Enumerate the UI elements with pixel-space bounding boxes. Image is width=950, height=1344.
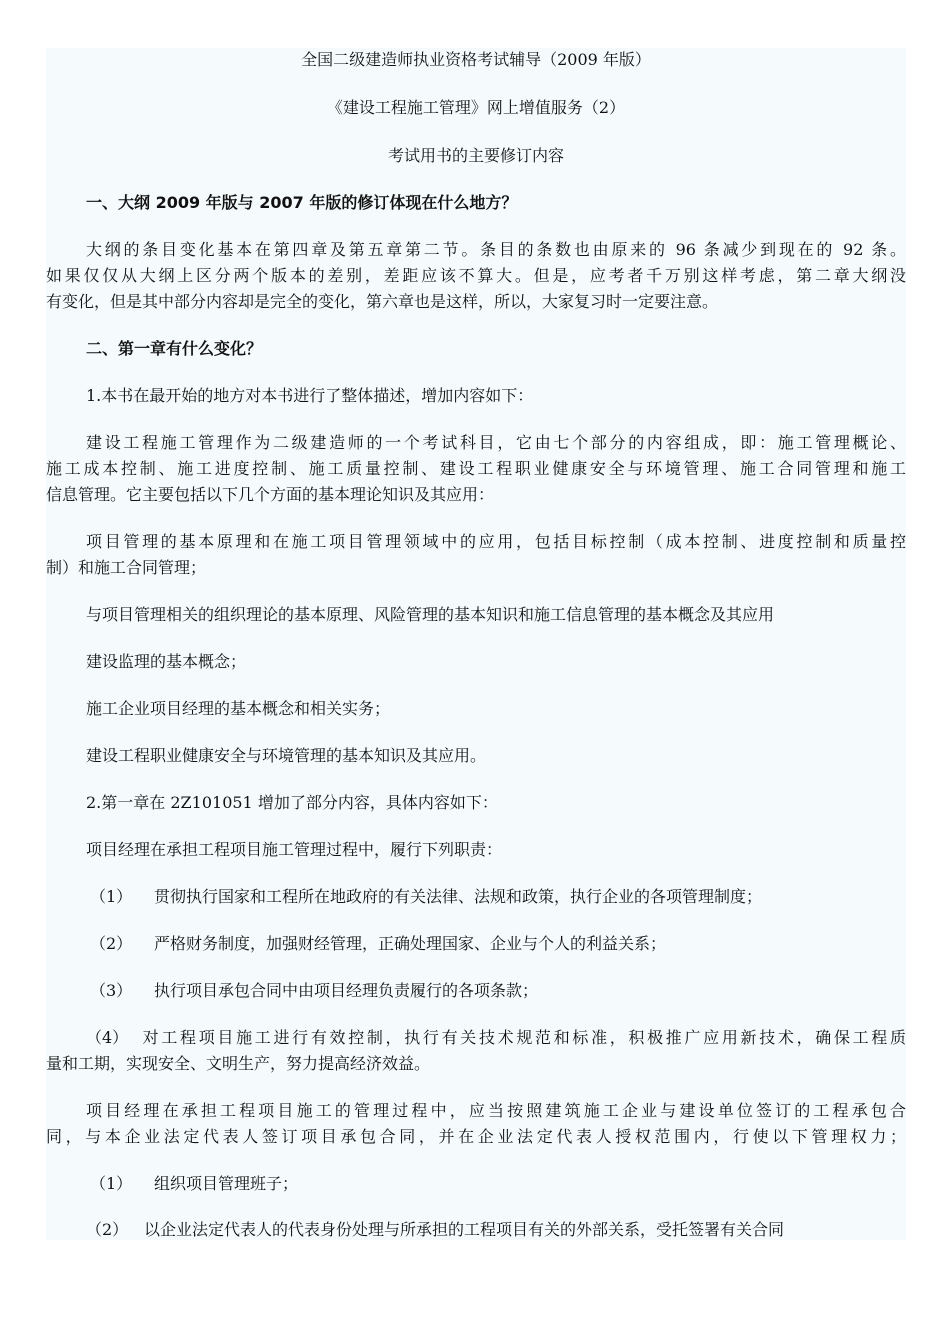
doc-title-1: 全国二级建造师执业资格考试辅导（2009 年版） [301, 50, 651, 69]
list-text: 对工程项目施工进行有效控制，执行有关技术规范和标准，积极推广应用新技术，确保工程质 [140, 1028, 906, 1047]
paragraph-5: 与项目管理相关的组织理论的基本原理、风险管理的基本知识和施工信息管理的基本概念及其应用 [86, 605, 775, 624]
power-item-2 [46, 1218, 946, 1242]
paragraph-4-line-2: 制）和施工合同管理； [46, 558, 207, 577]
paragraph-1-line-2: 如果仅仅从大纲上区分两个版本的差别，差距应该不算大。但是，应考者千万别这样考虑，第二章大纲没 [46, 266, 906, 285]
paragraph-3-line-1: 建设工程施工管理作为二级建造师的一个考试科目，它由七个部分的内容组成，即：施工管理概论、 [86, 433, 906, 452]
list-number: （1） [90, 1174, 133, 1193]
paragraph-9: 2.第一章在 2Z101051 增加了部分内容，具体内容如下： [86, 793, 498, 812]
paragraph-2: 1.本书在最开始的地方对本书进行了整体描述，增加内容如下： [86, 386, 534, 405]
list-text: 组织项目管理班子； [154, 1174, 299, 1193]
paragraph-6: 建设监理的基本概念； [86, 652, 247, 671]
paragraph-1-line-1: 大纲的条目变化基本在第四章及第五章第二节。条目的条数也由原来的 96 条减少到现在的 92 条。 [86, 240, 906, 259]
doc-title-2: 《建设工程施工管理》网上增值服务（2） [326, 98, 626, 117]
paragraph-4-line-1: 项目管理的基本原理和在施工项目管理领域中的应用，包括目标控制（成本控制、进度控制和质量控 [86, 532, 906, 551]
paragraph-11-line-2: 同，与本企业法定代表人签订项目承包合同，并在企业法定代表人授权范围内，行使以下管理权力； [46, 1127, 906, 1146]
doc-title-3: 考试用书的主要修订内容 [387, 146, 564, 165]
section-heading-2: 二、第一章有什么变化？ [86, 339, 263, 358]
list-number: （2） [86, 1220, 129, 1239]
section-heading-1: 一、大纲 2009 年版与 2007 年版的修订体现在什么地方？ [86, 193, 518, 212]
duty-item-4-line-2: 量和工期，实现安全、文明生产，努力提高经济效益。 [46, 1054, 431, 1073]
duty-item-2 [46, 932, 950, 956]
duty-item-3 [46, 979, 950, 1003]
list-text: 严格财务制度，加强财经管理，正确处理国家、企业与个人的利益关系； [154, 934, 667, 953]
list-number: （2） [90, 934, 133, 953]
list-number: （3） [90, 981, 133, 1000]
paragraph-1-line-3: 有变化，但是其中部分内容却是完全的变化，第六章也是这样，所以，大家复习时一定要注意。 [46, 292, 719, 311]
paragraph-11-line-1: 项目经理在承担工程项目施工的管理过程中，应当按照建筑施工企业与建设单位签订的工程承包合 [86, 1101, 906, 1120]
duty-item-1 [46, 885, 950, 909]
list-text: 贯彻执行国家和工程所在地政府的有关法律、法规和政策，执行企业的各项管理制度； [154, 887, 763, 906]
list-number: （4） [86, 1028, 129, 1047]
paragraph-3-line-3: 信息管理。它主要包括以下几个方面的基本理论知识及其应用： [46, 485, 495, 504]
paragraph-8: 建设工程职业健康安全与环境管理的基本知识及其应用。 [86, 746, 487, 765]
list-text: 以企业法定代表人的代表身份处理与所承担的工程项目有关的外部关系，受托签署有关合同 [144, 1220, 785, 1239]
paragraph-3-line-2: 施工成本控制、施工进度控制、施工质量控制、建设工程职业健康安全与环境管理、施工合同管理和施工 [46, 459, 906, 478]
list-text: 执行项目承包合同中由项目经理负责履行的各项条款； [154, 981, 539, 1000]
duty-item-4-line-1 [46, 1026, 906, 1050]
power-item-1 [46, 1172, 950, 1196]
list-number: （1） [90, 887, 133, 906]
paragraph-10: 项目经理在承担工程项目施工管理过程中，履行下列职责： [86, 840, 503, 859]
document-page [46, 48, 906, 1240]
paragraph-7: 施工企业项目经理的基本概念和相关实务； [86, 699, 391, 718]
